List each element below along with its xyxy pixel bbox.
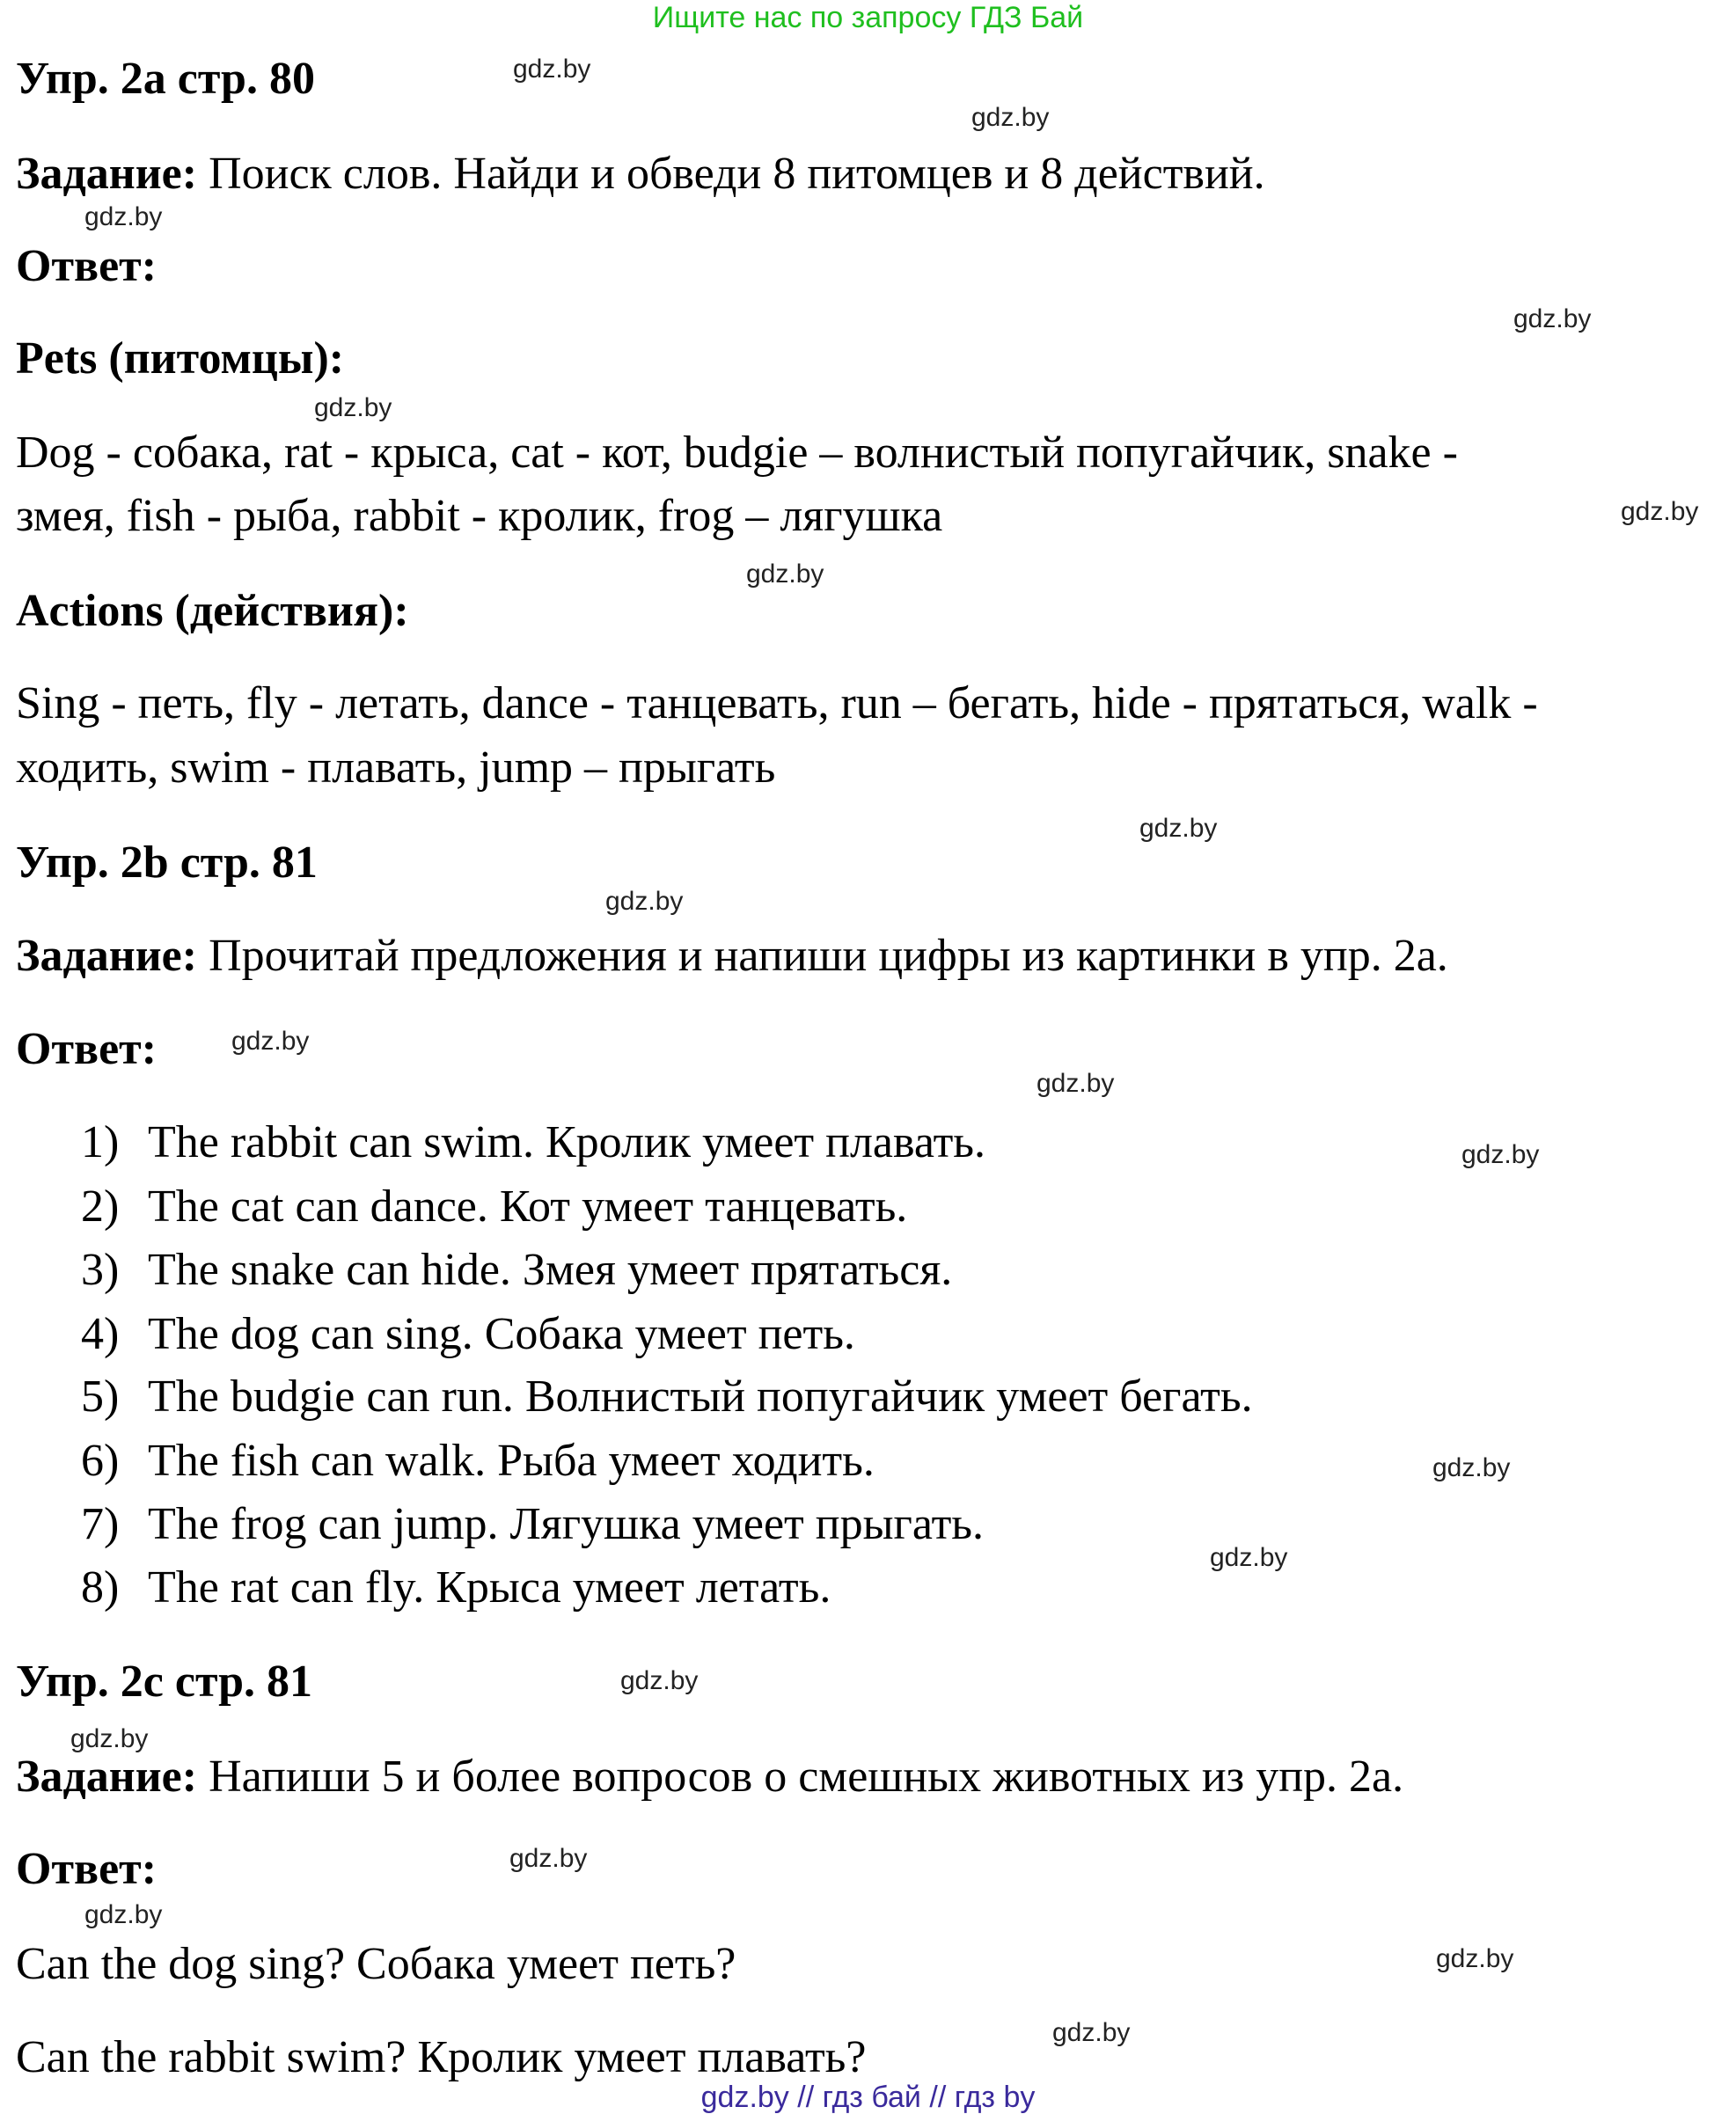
list-item-number: 4) (81, 1309, 120, 1359)
watermark: gdz.by (1436, 1944, 1514, 1973)
watermark: gdz.by (746, 560, 824, 589)
ex2b-answer-label: Ответ: (16, 1024, 157, 1074)
ex2a-task-text: Поиск слов. Найди и обведи 8 питомцев и 8 действий. (197, 149, 1265, 199)
ex2b-task (16, 930, 1448, 983)
list-item (81, 1498, 984, 1551)
watermark: gdz.by (1052, 2018, 1131, 2047)
watermark: gdz.by (1432, 1453, 1511, 1482)
watermark: gdz.by (70, 1724, 149, 1753)
pets-line-1: Dog - собака, rat - крыса, cat - кот, budgie – волнистый попугайчик, snake - (16, 428, 1458, 478)
list-item-number: 6) (81, 1436, 120, 1486)
ex2c-answer-line-1: Can the dog sing? Собака умеет петь? (16, 1939, 736, 1989)
watermark: gdz.by (314, 393, 392, 422)
ex2c-task (16, 1751, 1403, 1803)
ex2a-answer-label: Ответ: (16, 241, 157, 291)
watermark: gdz.by (513, 55, 591, 84)
ex2a-task (16, 148, 1265, 201)
watermark: gdz.by (605, 887, 684, 916)
list-item (81, 1244, 952, 1297)
ex2c-answer-label: Ответ: (16, 1844, 157, 1894)
list-item-text: The budgie can run. Волнистый попугайчик умеет бегать. (148, 1372, 1253, 1422)
list-item (81, 1308, 855, 1361)
list-item-number: 2) (81, 1181, 120, 1232)
ex2a-task-label: Задание: (16, 149, 198, 199)
ex2a-heading: Упр. 2a стр. 80 (16, 54, 315, 104)
watermark: gdz.by (84, 1900, 163, 1929)
watermark: gdz.by (1621, 497, 1699, 526)
footer-links[interactable]: gdz.by // гдз бай // гдз by (700, 2081, 1036, 2114)
list-item (81, 1116, 985, 1169)
list-item-text: The dog can sing. Собака умеет петь. (148, 1309, 855, 1359)
ex2c-heading: Упр. 2c стр. 81 (16, 1657, 313, 1707)
actions-line-2: ходить, swim - плавать, jump – прыгать (16, 742, 776, 793)
ex2c-answer-line-2: Can the rabbit swim? Кролик умеет плавать? (16, 2032, 867, 2082)
ex2c-task-label: Задание: (16, 1752, 198, 1802)
list-item (81, 1562, 831, 1614)
list-item-text: The cat can dance. Кот умеет танцевать. (148, 1181, 908, 1232)
list-item (81, 1435, 875, 1488)
list-item-number: 3) (81, 1245, 120, 1295)
list-item (81, 1371, 1253, 1423)
watermark: gdz.by (509, 1844, 588, 1873)
watermark: gdz.by (1036, 1069, 1115, 1098)
actions-line-1: Sing - петь, fly - летать, dance - танцевать, run – бегать, hide - прятаться, walk - (16, 678, 1538, 728)
ex2c-task-text: Напиши 5 и более вопросов о смешных животных из упр. 2a. (197, 1752, 1404, 1802)
ex2b-heading: Упр. 2b стр. 81 (16, 838, 318, 888)
ex2b-task-label: Задание: (16, 931, 198, 981)
search-banner[interactable]: Ищите нас по запросу ГДЗ Бай (652, 1, 1084, 34)
list-item-number: 8) (81, 1562, 120, 1613)
watermark: gdz.by (231, 1027, 310, 1056)
watermark: gdz.by (1461, 1140, 1540, 1169)
list-item-text: The snake can hide. Змея умеет прятаться. (148, 1245, 953, 1295)
watermark: gdz.by (620, 1666, 699, 1695)
list-item-text: The rat can fly. Крыса умеет летать. (148, 1562, 831, 1613)
ex2b-task-text: Прочитай предложения и напиши цифры из картинки в упр. 2a. (197, 931, 1448, 981)
watermark: gdz.by (1210, 1543, 1288, 1572)
watermark: gdz.by (84, 202, 163, 231)
list-item-text: The rabbit can swim. Кролик умеет плавать. (148, 1117, 986, 1167)
list-item-number: 5) (81, 1372, 120, 1422)
pets-heading: Pets (питомцы): (16, 333, 345, 384)
watermark: gdz.by (1139, 814, 1218, 843)
list-item-text: The frog can jump. Лягушка умеет прыгать. (148, 1499, 985, 1549)
actions-heading: Actions (действия): (16, 586, 409, 636)
watermark: gdz.by (971, 103, 1050, 132)
pets-line-2: змея, fish - рыба, rabbit - кролик, frog – лягушка (16, 491, 943, 541)
watermark: gdz.by (1513, 304, 1592, 333)
list-item-number: 7) (81, 1499, 120, 1549)
list-item-text: The fish can walk. Рыба умеет ходить. (148, 1436, 875, 1486)
list-item-number: 1) (81, 1117, 120, 1167)
list-item (81, 1181, 907, 1233)
